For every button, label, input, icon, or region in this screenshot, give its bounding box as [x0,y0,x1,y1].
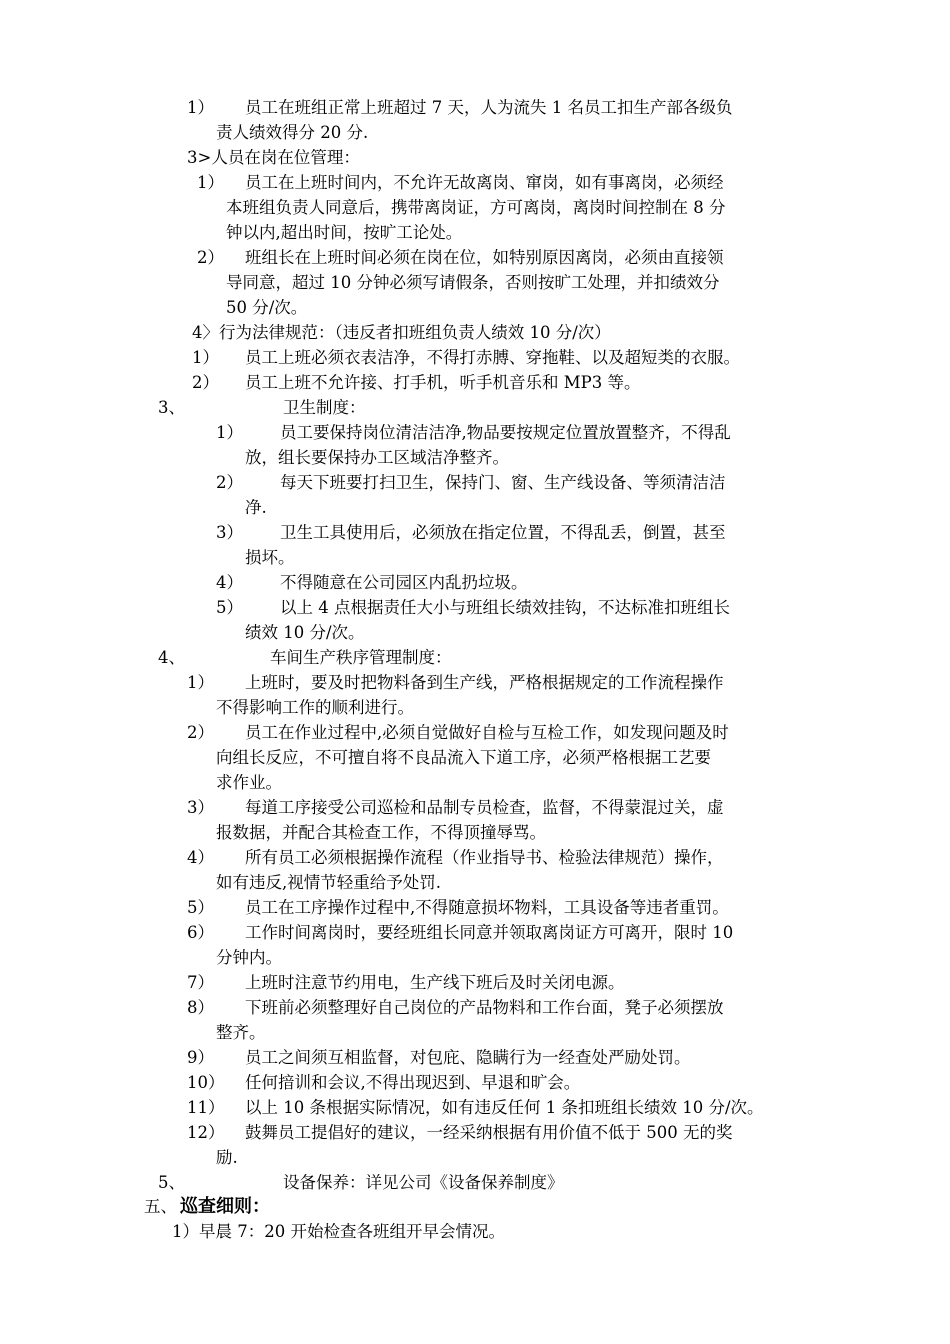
section-number: 5、 [158,1173,185,1192]
item-number: 1） [192,348,219,367]
section-title: 车间生产秩序管理制度： [270,648,452,667]
item-text: 所有员工必须根据操作流程（作业指导书、检验法律规范）操作， [245,848,724,867]
item-number: 6） [187,923,214,942]
item-number: 12） [187,1123,225,1142]
item-text: 向组长反应，不可擅自将不良品流入下道工序，必须严格根据工艺要 [216,748,711,767]
item-number: 2） [192,373,219,392]
item-number: 4） [187,848,214,867]
item-text: 励. [216,1148,238,1167]
item-number: 1） [197,173,224,192]
item-text: 卫生工具使用后，必须放在指定位置，不得乱丢，倒置，甚至 [280,523,726,542]
subsection-title: 3>人员在岗在位管理： [187,148,360,167]
item-number: 3） [216,523,243,542]
item-text: 员工上班不允许接、打手机，听手机音乐和 MP3 等。 [245,373,641,392]
item-number: 10） [187,1073,225,1092]
section-number: 4、 [158,648,185,667]
item-text: 员工上班必须衣表洁净，不得打赤膊、穿拖鞋、以及超短类的衣服。 [245,348,740,367]
item-text: 每道工序接受公司巡检和品制专员检查，监督，不得蒙混过关，虚 [245,798,724,817]
item-text: 1）早晨 7：20 开始检查各班组开早会情况。 [172,1222,505,1241]
item-text: 员工之间须互相监督，对包庇、隐瞒行为一经查处严励处罚。 [245,1048,691,1067]
item-text: 不得随意在公司园区内乱扔垃圾。 [280,573,528,592]
item-text: 报数据，并配合其检查工作，不得顶撞辱骂。 [216,823,546,842]
item-number: 1） [187,98,214,117]
section-number: 3、 [158,398,185,417]
item-number: 5） [187,898,214,917]
item-text: 工作时间离岗时，要经班组长同意并领取离岗证方可离开，限时 10 [245,923,734,942]
item-text: 以上 4 点根据责任大小与班组长绩效挂钩，不达标准扣班组长 [280,598,730,617]
item-text: 任何揞训和会议,不得出现迟到、早退和旷会。 [245,1073,581,1092]
item-text: 鼓舞员工提倡好的建议，一经采纳根据有用价值不低于 500 无的奖 [245,1123,733,1142]
item-text: 导同意，超过 10 分钟必须写请假条，否则按旷工处理，并扣绩效分 [226,273,720,292]
item-number: 4） [216,573,243,592]
item-text: 员工在作业过程中,必须自觉做好自检与互检工作，如发现问题及时 [245,723,729,742]
item-text: 员工要保持岗位清洁洁净,物品要按规定位置放置整齐，不得乱 [280,423,731,442]
item-number: 11） [187,1098,225,1117]
item-text: 整齐。 [216,1023,266,1042]
part-prefix: 五、 [144,1197,177,1216]
item-text: 净. [245,498,267,517]
item-text: 员工在工序操作过程中,不得随意损坏物料，工具设备等违者重罚。 [245,898,729,917]
item-text: 每天下班要打扫卫生，保持门、窗、生产线设备、等须清洁洁 [280,473,726,492]
part-title: 巡查细则： [180,1196,270,1217]
item-number: 8） [187,998,214,1017]
item-text: 下班前必须整理好自己岗位的产品物料和工作台面，凳子必须摆放 [245,998,724,1017]
item-text: 50 分/次。 [226,298,308,317]
item-number: 3） [187,798,214,817]
item-text: 钟以内,超出时间，按旷工论处。 [226,223,463,242]
section-title: 卫生制度： [283,398,366,417]
item-number: 7） [187,973,214,992]
item-text: 员工在上班时间内，不允许无故离岗、窜岗，如有事离岗，必须经 [245,173,724,192]
item-text: 不得影响工作的顺利进行。 [216,698,414,717]
item-text: 损坏。 [245,548,295,567]
item-text: 求作业。 [216,773,282,792]
subsection-title: 4〉行为法律规范：（违反者扣班组负责人绩效 10 分/次） [192,323,611,342]
item-text: 员工在班组正常上班超过 7 天，人为流失 1 名员工扣生产部各级负 [245,98,733,117]
item-number: 2） [187,723,214,742]
item-text: 绩效 10 分/次。 [245,623,365,642]
item-number: 2） [197,248,224,267]
item-text: 本班组负责人同意后，携带离岗证，方可离岗，离岗时间控制在 8 分 [226,198,726,217]
item-number: 9） [187,1048,214,1067]
item-number: 2） [216,473,243,492]
item-text: 责人绩效得分 20 分. [216,123,369,142]
item-number: 1） [216,423,243,442]
item-text: 上班时，要及时把物料备到生产线，严格根据规定的工作流程操作 [245,673,724,692]
item-text: 以上 10 条根据实际情况，如有违反任何 1 条扣班组长绩效 10 分/次。 [245,1098,764,1117]
item-text: 如有违反,视情节轻重给予处罚. [216,873,441,892]
section-title: 设备保养：详见公司《设备保养制度》 [283,1173,564,1192]
item-text: 班组长在上班时间必须在岗在位，如特别原因离岗，必须由直接领 [245,248,724,267]
item-number: 5） [216,598,243,617]
item-text: 上班时注意节约用电，生产线下班后及时关闭电源。 [245,973,625,992]
item-number: 1） [187,673,214,692]
item-text: 放，组长要保持办工区域洁净整齐。 [245,448,509,467]
item-text: 分钟内。 [216,948,282,967]
